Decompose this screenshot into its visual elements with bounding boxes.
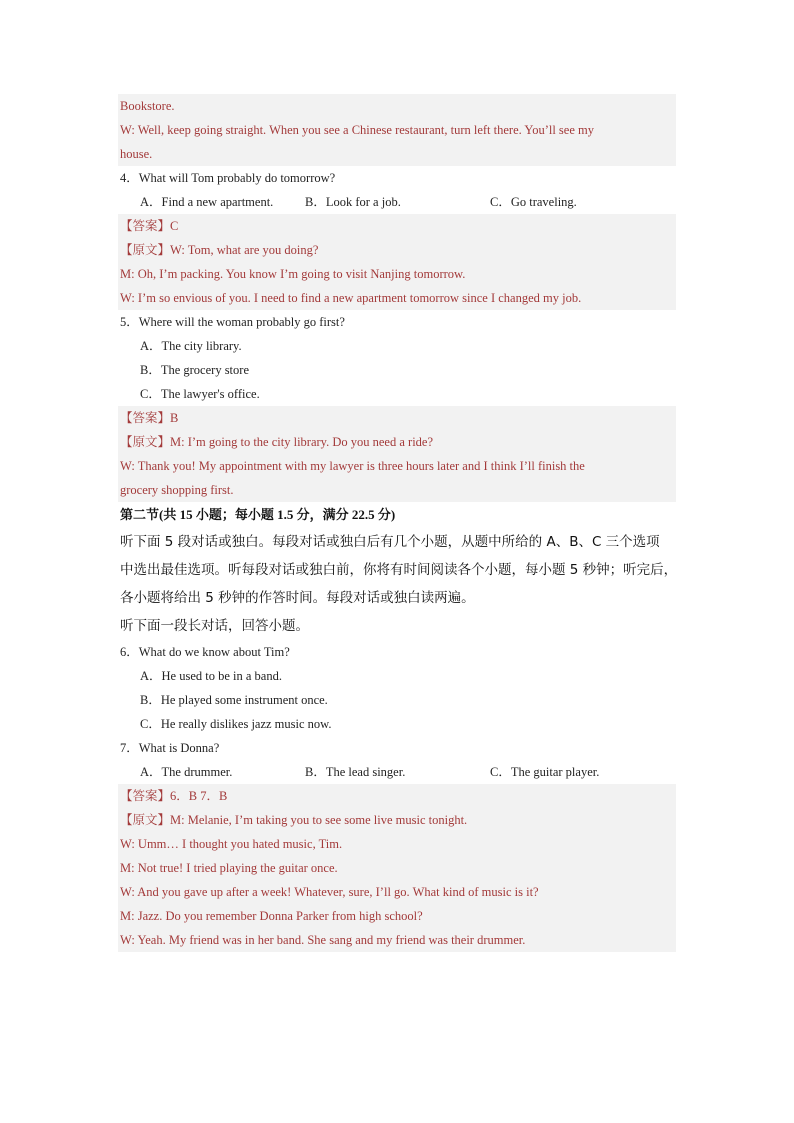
option-a: A．Find a new apartment. (140, 195, 274, 209)
option-a: A．The city library. (140, 339, 242, 353)
transcript-line: W: Thank you! My appointment with my lawyer is three hours later and I think I’ll finish the (118, 454, 676, 478)
answer-5: 【答案】B (118, 406, 676, 430)
transcript-line: M: Jazz. Do you remember Donna Parker from high school? (118, 904, 676, 928)
option-b: B．Look for a job. (305, 195, 401, 209)
option-c: C．He really dislikes jazz music now. (140, 717, 332, 731)
option-b: B．He played some instrument once. (140, 693, 328, 707)
instruction-line: 中选出最佳选项。听每段对话或独白前，你将有时间阅读各个小题，每小题 5 秒钟；听完后， (120, 562, 678, 578)
section-title: 第二节(共 15 小题；每小题 1.5 分，满分 22.5 分) (120, 507, 396, 522)
transcript-line: W: And you gave up after a week! Whatever, sure, I’ll go. What kind of music is it? (118, 880, 676, 904)
option-b: B．The lead singer. (305, 765, 406, 779)
transcript-line: W: Well, keep going straight. When you see a Chinese restaurant, turn left there. You’ll see my (118, 118, 676, 142)
transcript-line: Bookstore. (118, 94, 676, 118)
instruction-line: 听下面一段长对话，回答小题。 (120, 618, 309, 634)
question-6: 6．What do we know about Tim? (120, 645, 290, 659)
option-c: C．The lawyer's office. (140, 387, 260, 401)
question-4: 4．What will Tom probably do tomorrow? (120, 171, 336, 185)
document-content (118, 94, 676, 952)
transcript-line: 【原文】M: Melanie, I’m taking you to see some live music tonight. (118, 808, 676, 832)
transcript-line: M: Oh, I’m packing. You know I’m going to visit Nanjing tomorrow. (118, 262, 676, 286)
transcript-line: house. (118, 142, 676, 166)
answer-6-7: 【答案】6．B 7．B (118, 784, 676, 808)
transcript-line: 【原文】W: Tom, what are you doing? (118, 238, 676, 262)
instruction-line: 各小题将给出 5 秒钟的作答时间。每段对话或独白读两遍。 (120, 590, 475, 606)
option-a: A．He used to be in a band. (140, 669, 282, 683)
transcript-line: W: Umm… I thought you hated music, Tim. (118, 832, 676, 856)
answer-4: 【答案】C (118, 214, 676, 238)
transcript-line: W: I’m so envious of you. I need to find a new apartment tomorrow since I changed my job. (118, 286, 676, 310)
option-b: B．The grocery store (140, 363, 249, 377)
question-7-options (118, 760, 676, 784)
option-c: C．The guitar player. (490, 765, 600, 779)
option-a: A．The drummer. (140, 765, 233, 779)
question-5: 5．Where will the woman probably go first? (120, 315, 345, 329)
transcript-line: M: Not true! I tried playing the guitar once. (118, 856, 676, 880)
instruction-line: 听下面 5 段对话或独白。每段对话或独白后有几个小题，从题中所给的 A、B、C 三个选项 (120, 534, 660, 550)
transcript-line: 【原文】M: I’m going to the city library. Do you need a ride? (118, 430, 676, 454)
question-7: 7．What is Donna? (120, 741, 220, 755)
transcript-line: W: Yeah. My friend was in her band. She sang and my friend was their drummer. (118, 928, 676, 952)
transcript-line: grocery shopping first. (118, 478, 676, 502)
question-4-options (118, 190, 676, 214)
option-c: C．Go traveling. (490, 195, 577, 209)
